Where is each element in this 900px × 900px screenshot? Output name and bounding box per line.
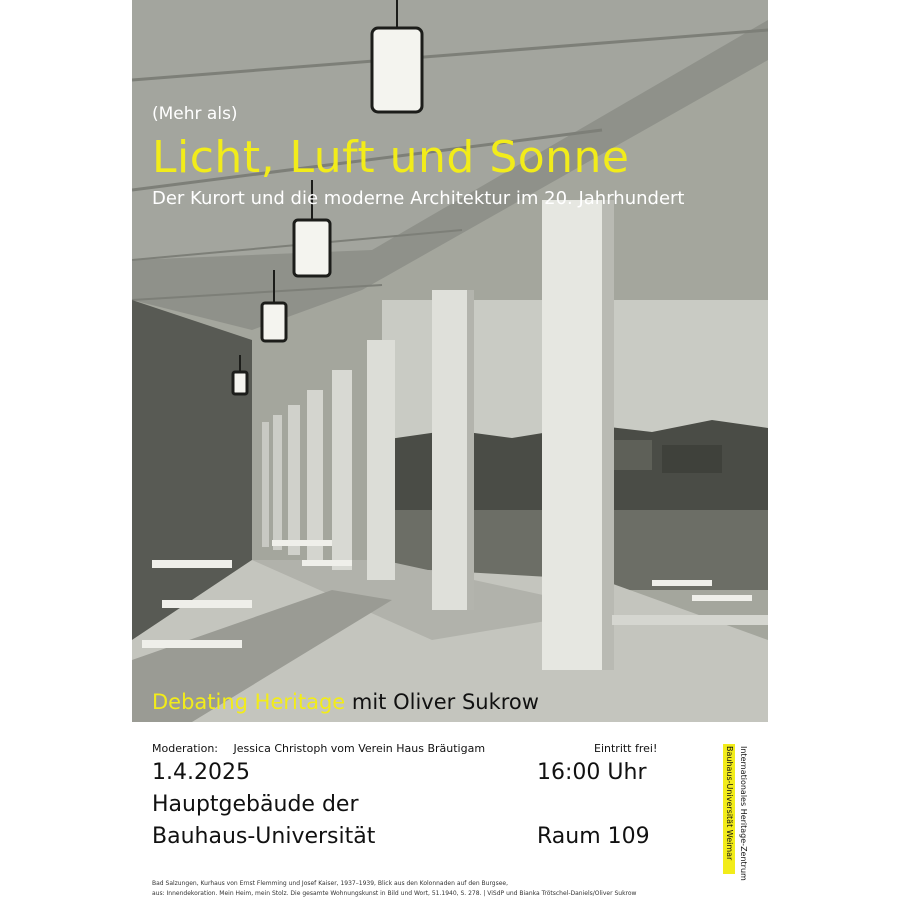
moderation-label: Moderation:	[152, 742, 219, 755]
venue-line-1: Hauptgebäude der	[152, 792, 359, 817]
side-labels	[722, 744, 750, 880]
event-room: Raum 109	[537, 824, 650, 849]
venue-line-2: Bauhaus-Universität	[152, 824, 376, 849]
moderation-line	[152, 742, 485, 755]
event-date: 1.4.2025	[152, 760, 250, 785]
center-label: Internationales Heritage-Zentrum	[739, 746, 748, 881]
series-line	[152, 690, 539, 714]
entry-note: Eintritt frei!	[594, 742, 658, 755]
speaker: mit Oliver Sukrow	[345, 690, 539, 714]
moderator-name: Jessica Christoph vom Verein Haus Bräutigam	[233, 742, 486, 755]
center-label-box	[737, 744, 749, 880]
poster	[132, 0, 768, 900]
poster-title: Licht, Luft und Sonne	[152, 132, 630, 183]
poster-subtitle: Der Kurort und die moderne Architektur im 20. Jahrhundert	[152, 188, 685, 209]
university-label-box	[723, 744, 735, 880]
event-time: 16:00 Uhr	[537, 760, 647, 785]
title-kicker: (Mehr als)	[152, 104, 238, 124]
imprint: aus: Innendekoration. Mein Heim, mein Stolz. Die gesamte Wohnungskunst in Bild und Wort, 51.1940, S. 278. | ViSdP und Bianka Trötschel-Daniels/Oliver Sukrow	[152, 890, 637, 897]
series-name: Debating Heritage	[152, 690, 346, 714]
university-label: Bauhaus-Universität Weimar	[725, 746, 734, 861]
photo-credit: Bad Salzungen, Kurhaus von Ernst Flemming und Josef Kaiser, 1937–1939, Blick aus den Kolonnaden auf den Burgsee,	[152, 880, 509, 887]
